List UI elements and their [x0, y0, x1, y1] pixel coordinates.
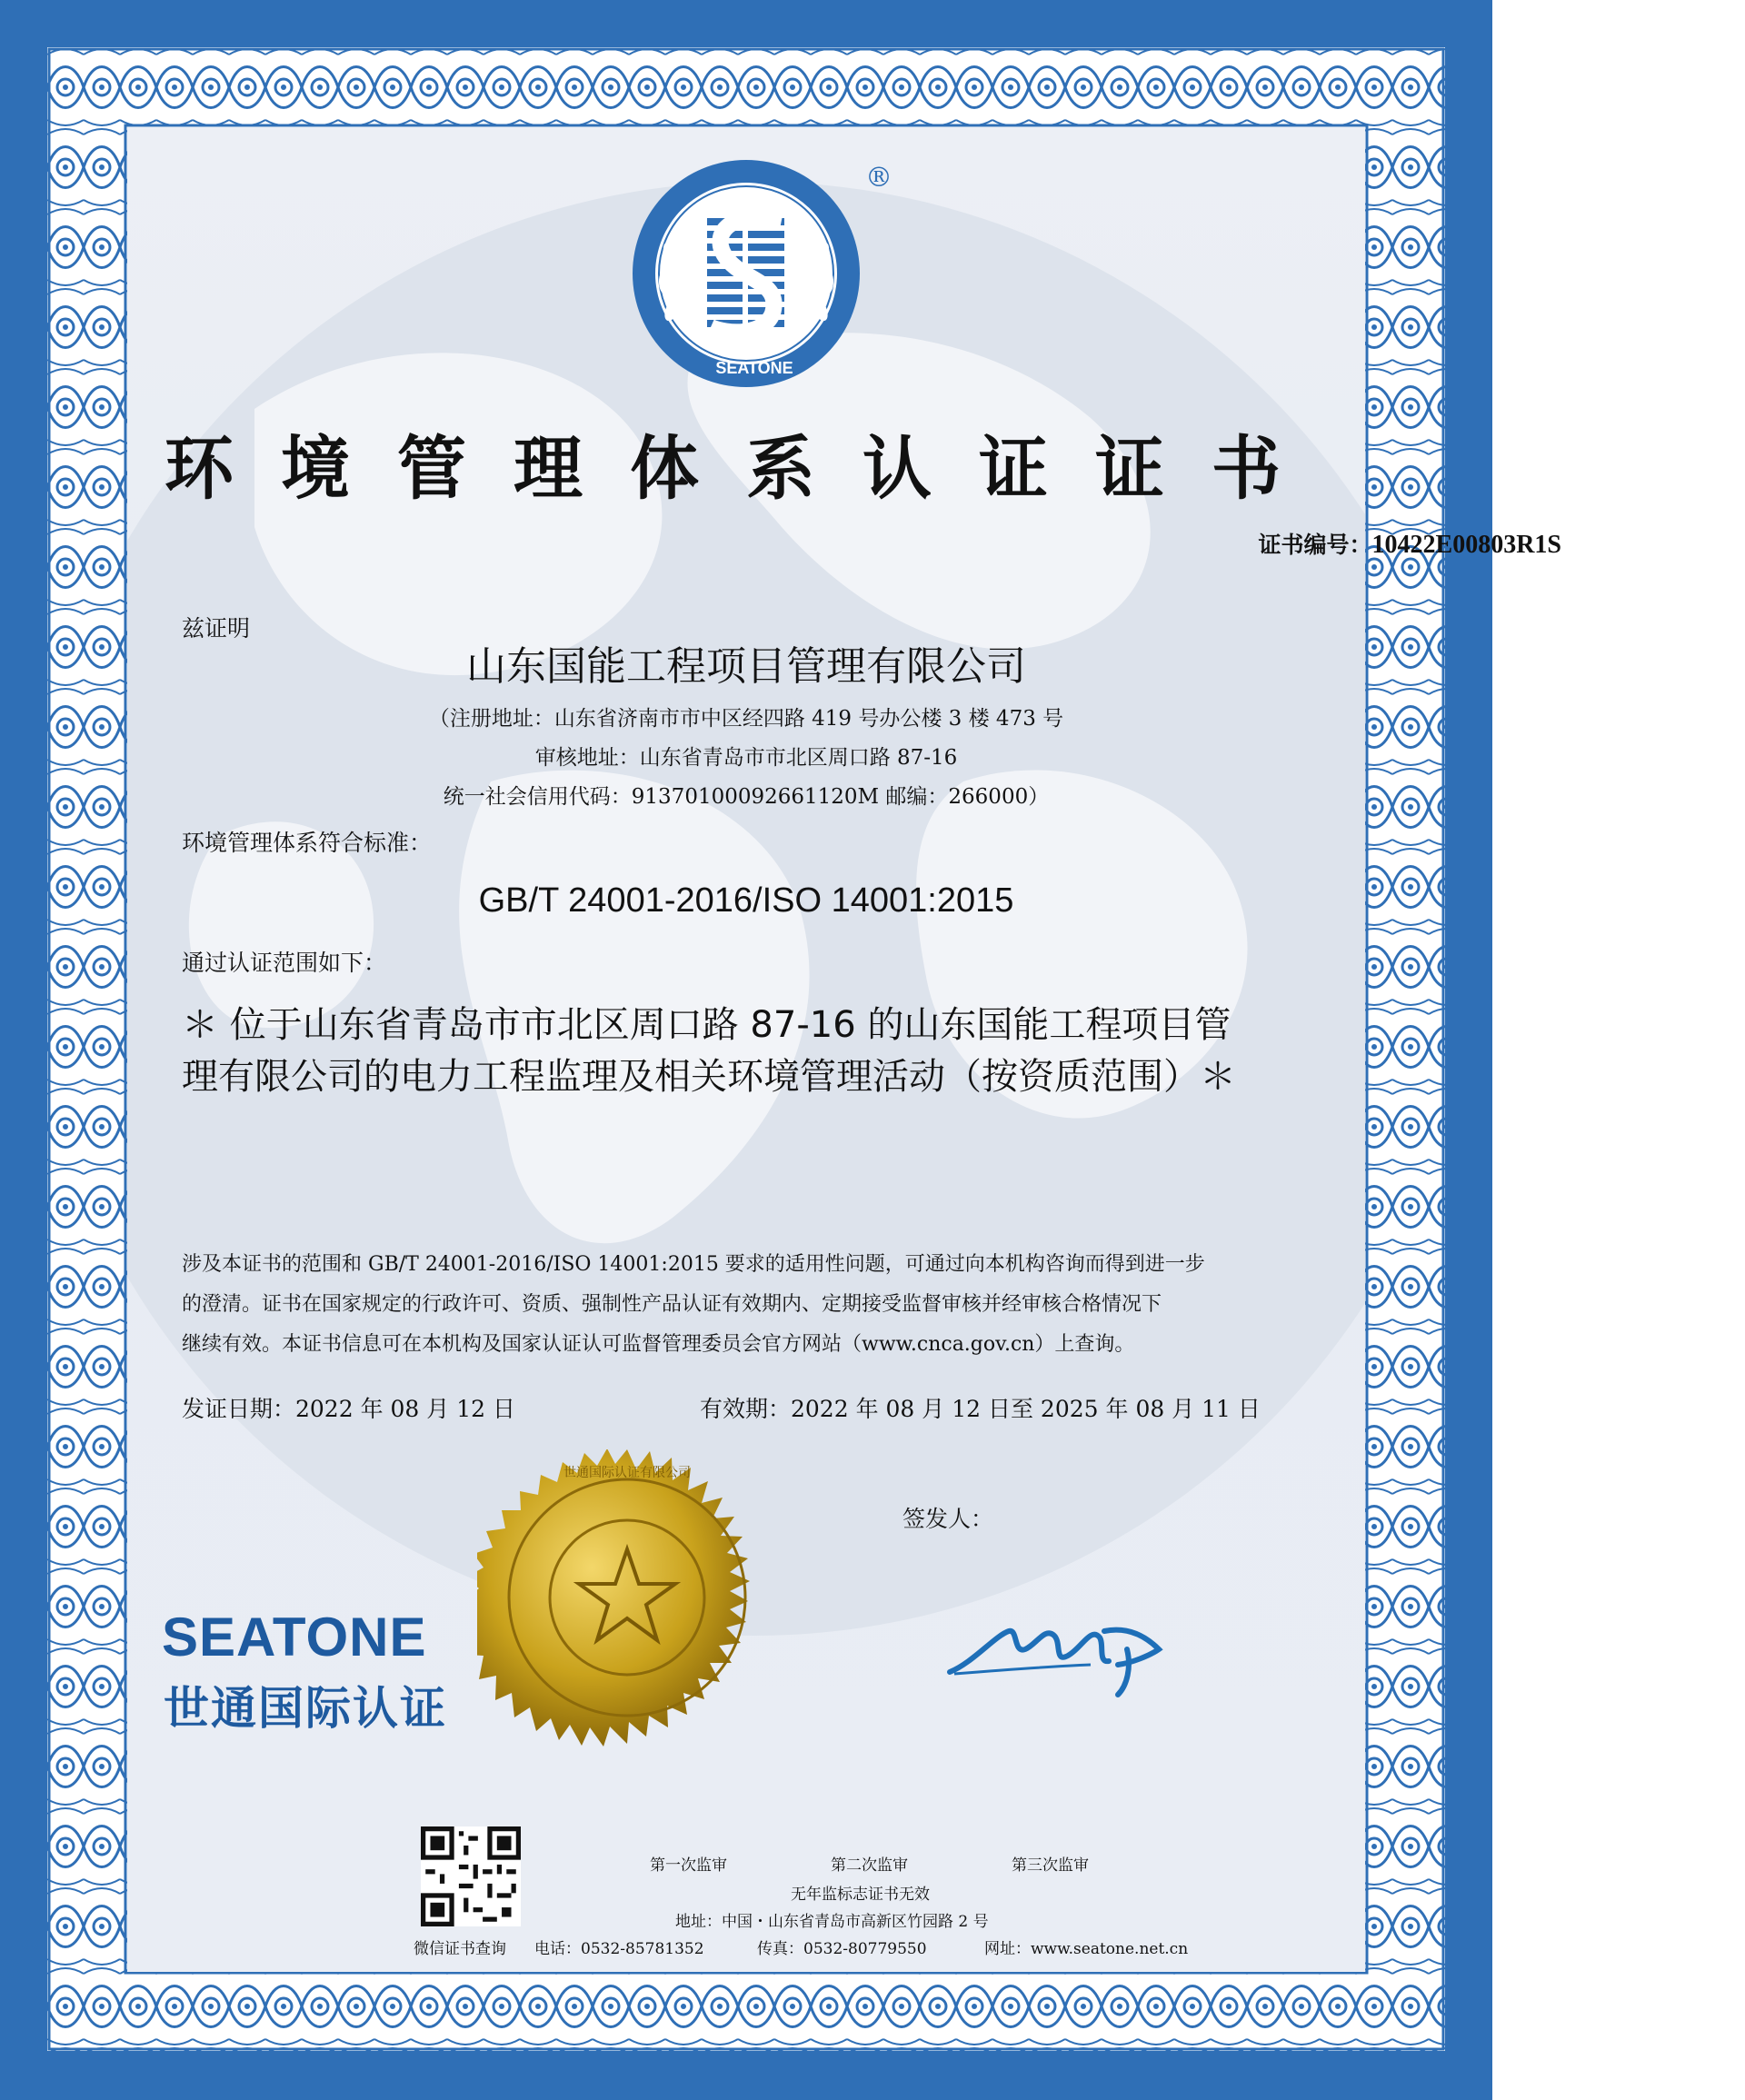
hereby-label: 兹证明 — [182, 615, 251, 642]
certificate-number-value: 10422E00803R1S — [1371, 531, 1561, 559]
wechat-query-label: 微信证书查询 — [414, 1940, 506, 1958]
phone-number: 电话：0532-85781352 — [534, 1940, 704, 1958]
certificate-number — [1259, 527, 1561, 560]
seatone-logo — [627, 154, 865, 393]
logo-text: SEATONE — [715, 359, 793, 377]
audit-address: 审核地址：山东省青岛市市北区周口路 87-16 — [534, 746, 958, 770]
gold-seal — [477, 1449, 777, 1749]
note-line: 涉及本证书的范围和 GB/T 24001-2016/ISO 14001:2015 要求的适用性问题，可通过向本机构咨询而得到进一步 — [182, 1253, 1205, 1276]
brand-name-chinese: 世通国际认证 — [164, 1682, 447, 1735]
fax-number: 传真：0532-80779550 — [757, 1940, 927, 1958]
note-paragraph — [182, 1245, 1327, 1365]
registered-mark: ® — [865, 162, 892, 194]
surveillance-3: 第三次监审 — [1012, 1856, 1089, 1875]
surveillance-2: 第二次监审 — [831, 1856, 908, 1875]
certificate-number-label: 证书编号： — [1258, 532, 1372, 558]
scope-label: 通过认证范围如下： — [182, 950, 387, 976]
credit-code: 统一社会信用代码：91370100092661120M 邮编：266000） — [443, 785, 1050, 809]
standard-label: 环境管理体系符合标准： — [182, 830, 433, 856]
registered-address: （注册地址：山东省济南市市中区经四路 419 号办公楼 3 楼 473 号 — [428, 707, 1064, 731]
signature — [945, 1599, 1172, 1699]
certificate-title: 环境管理体系认证证书 — [165, 428, 1328, 509]
seal-text: 世通国际认证有限公司 — [563, 1466, 691, 1480]
scope-line-1: ＊ 位于山东省青岛市市北区周口路 87-16 的山东国能工程项目管 — [182, 1004, 1231, 1046]
brand-name-english: SEATONE — [162, 1607, 427, 1667]
company-address: 地址：中国・山东省青岛市高新区竹园路 2 号 — [675, 1913, 989, 1931]
qr-code[interactable] — [421, 1826, 521, 1926]
issue-date: 发证日期：2022 年 08 月 12 日 — [182, 1396, 515, 1422]
scope-line-2: 理有限公司的电力工程监理及相关环境管理活动（按资质范围）＊ — [182, 1056, 1236, 1098]
note-line: 的澄清。证书在国家规定的行政许可、资质、强制性产品认证有效期内、定期接受监督审核并经审核合格情况下 — [182, 1293, 1162, 1316]
signer-label: 签发人： — [902, 1506, 994, 1532]
company-name: 山东国能工程项目管理有限公司 — [466, 643, 1026, 690]
surveillance-1: 第一次监审 — [650, 1856, 727, 1875]
note-line: 继续有效。本证书信息可在本机构及国家认证认可监督管理委员会官方网站（www.cnca.gov.cn）上查询。 — [182, 1333, 1135, 1356]
validity-period: 有效期：2022 年 08 月 12 日至 2025 年 08 月 11 日 — [700, 1396, 1261, 1422]
website[interactable]: 网址：www.seatone.net.cn — [984, 1940, 1189, 1958]
surveillance-note: 无年监标志证书无效 — [791, 1886, 930, 1904]
standard-name: GB/T 24001-2016/ISO 14001:2015 — [478, 881, 1014, 920]
